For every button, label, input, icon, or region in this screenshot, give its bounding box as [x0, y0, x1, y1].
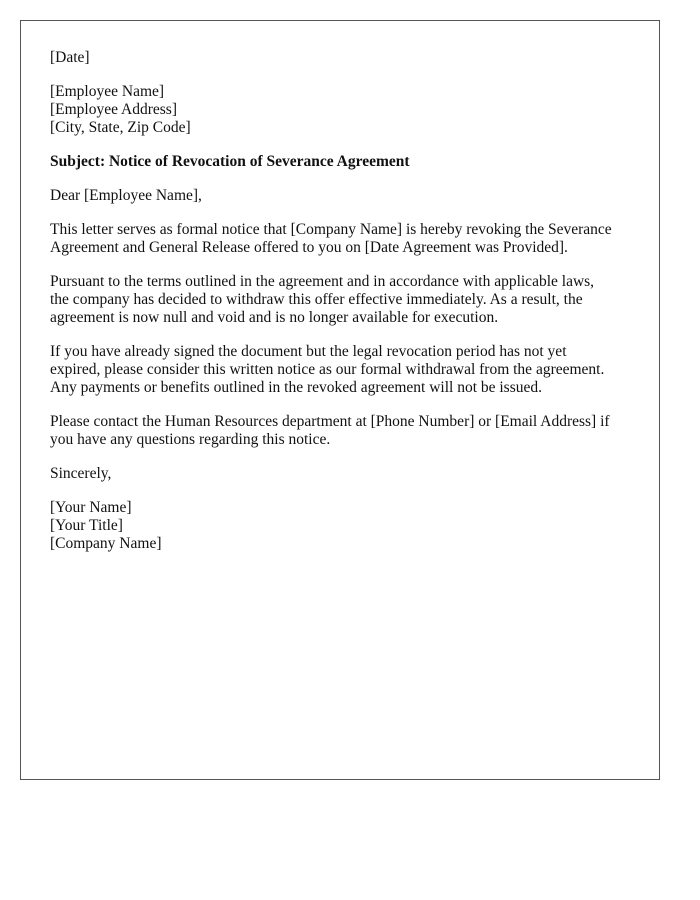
body-paragraph-1-line-2: Agreement and General Release offered to you on [Date Agreement was Provided].	[50, 239, 568, 256]
body-paragraph-1-line-1: This letter serves as formal notice that [Company Name] is hereby revoking the Severance	[50, 221, 612, 238]
body-paragraph-2	[50, 273, 635, 327]
recipient-name: [Employee Name]	[50, 83, 165, 100]
body-paragraph-4-line-1: Please contact the Human Resources department at [Phone Number] or [Email Address] if	[50, 413, 610, 430]
recipient-city-state-zip: [City, State, Zip Code]	[50, 119, 191, 136]
recipient-address: [Employee Address]	[50, 101, 177, 118]
letter-content	[50, 49, 635, 569]
subject-block	[50, 153, 635, 171]
letter-subject: Subject: Notice of Revocation of Severance Agreement	[50, 153, 410, 170]
body-paragraph-2-line-3: agreement is now null and void and is no longer available for execution.	[50, 309, 499, 326]
body-paragraph-2-line-2: the company has decided to withdraw this offer effective immediately. As a result, the	[50, 291, 583, 308]
body-paragraph-4	[50, 413, 635, 449]
body-paragraph-3-line-1: If you have already signed the document but the legal revocation period has not yet	[50, 343, 567, 360]
letter-date: [Date]	[50, 49, 90, 66]
body-paragraph-4-line-2: you have any questions regarding this notice.	[50, 431, 331, 448]
body-paragraph-2-line-1: Pursuant to the terms outlined in the agreement and in accordance with applicable laws,	[50, 273, 595, 290]
signature-name: [Your Name]	[50, 499, 132, 516]
letter-date-block	[50, 49, 635, 67]
signature-title: [Your Title]	[50, 517, 123, 534]
salutation-block	[50, 187, 635, 205]
recipient-block	[50, 83, 635, 137]
body-paragraph-1	[50, 221, 635, 257]
letter-page	[20, 20, 660, 780]
body-paragraph-3-line-3: Any payments or benefits outlined in the revoked agreement will not be issued.	[50, 379, 543, 396]
letter-salutation: Dear [Employee Name],	[50, 187, 202, 204]
letter-closing: Sincerely,	[50, 465, 112, 482]
signature-block	[50, 499, 635, 553]
signature-company: [Company Name]	[50, 535, 162, 552]
body-paragraph-3	[50, 343, 635, 397]
closing-block	[50, 465, 635, 483]
body-paragraph-3-line-2: expired, please consider this written notice as our formal withdrawal from the agreement.	[50, 361, 605, 378]
